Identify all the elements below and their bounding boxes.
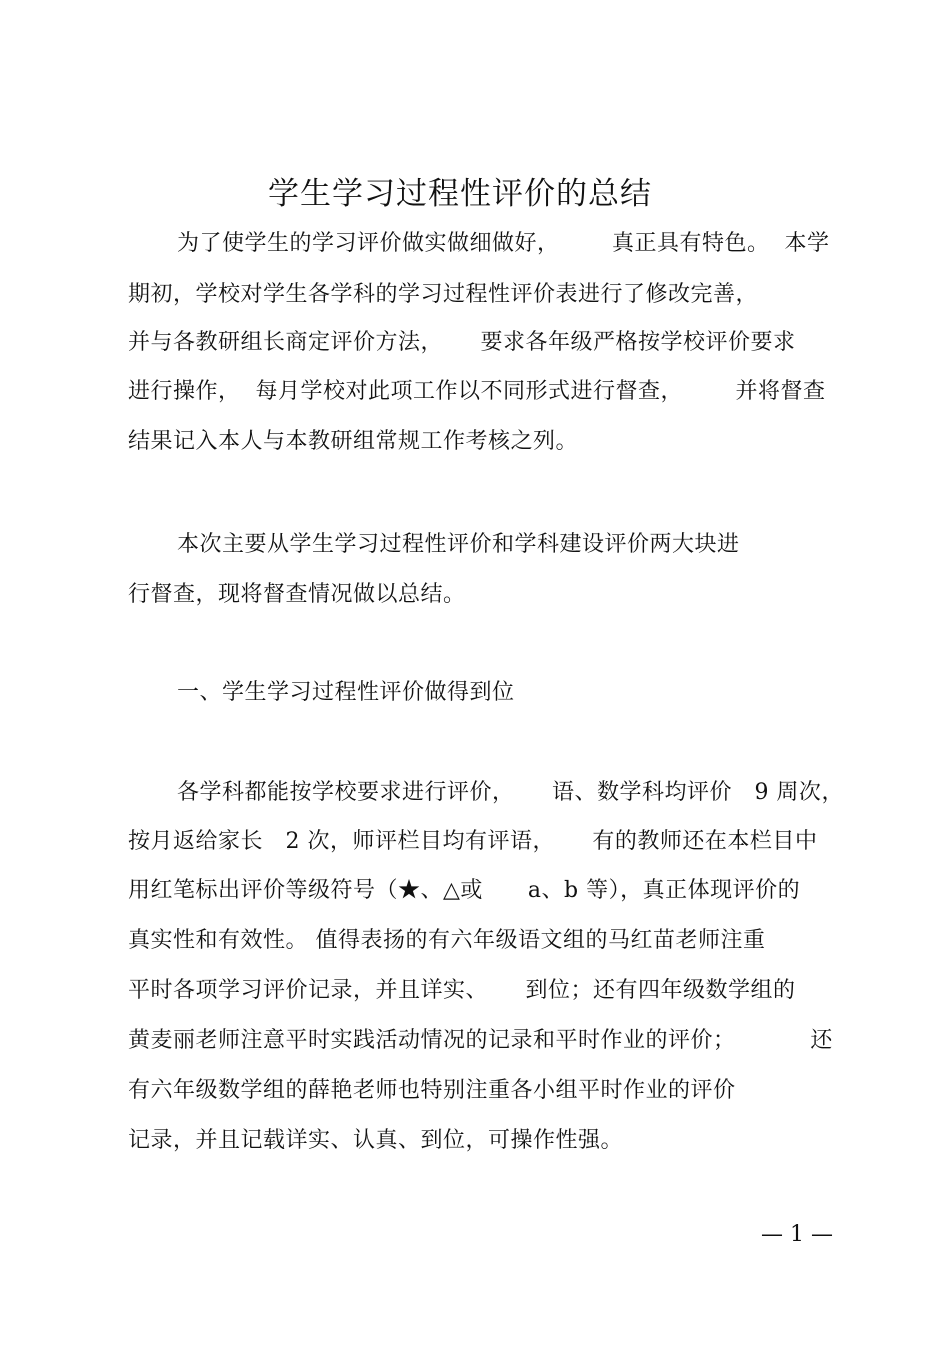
paragraph-line: 结果记入本人与本教研组常规工作考核之列。 (128, 429, 579, 454)
paragraph-line: 黄麦丽老师注意平时实践活动情况的记录和平时作业的评价； 还 (128, 1028, 833, 1053)
paragraph-line: 平时各项学习评价记录，并且详实、 到位；还有四年级数学组的 (128, 978, 796, 1003)
paragraph-line: 并与各教研组长商定评价方法， 要求各年级严格按学校评价要求 (128, 330, 796, 355)
page-number: — 1 — (761, 1222, 833, 1247)
paragraph-line: 有六年级数学组的薛艳老师也特别注重各小组平时作业的评价 (128, 1078, 736, 1103)
paragraph-line: 行督查，现将督查情况做以总结。 (128, 582, 466, 607)
paragraph-line: 按月返给家长 2 次，师评栏目均有评语， 有的教师还在本栏目中 (128, 829, 818, 854)
paragraph-line: 各学科都能按学校要求进行评价， 语、数学科均评价 9 周次， (177, 780, 844, 805)
paragraph-line: 真实性和有效性。 值得表扬的有六年级语文组的马红苗老师注重 (128, 928, 766, 953)
paragraph-line: 期初，学校对学生各学科的学习过程性评价表进行了修改完善， (128, 282, 759, 307)
paragraph-line: 记录，并且记载详实、认真、到位，可操作性强。 (128, 1128, 624, 1153)
paragraph-line: 为了使学生的学习评价做实做细做好， 真正具有特色。 本学 (177, 231, 830, 256)
paragraph-line: 本次主要从学生学习过程性评价和学科建设评价两大块进 (177, 532, 740, 557)
paragraph-line: 进行操作， 每月学校对此项工作以不同形式进行督查， 并将督查 (128, 379, 826, 404)
document-title: 学生学习过程性评价的总结 (268, 176, 652, 212)
section-heading: 一、学生学习过程性评价做得到位 (177, 680, 515, 705)
paragraph-line: 用红笔标出评价等级符号（★、△或 a、b 等），真正体现评价的 (128, 878, 801, 903)
